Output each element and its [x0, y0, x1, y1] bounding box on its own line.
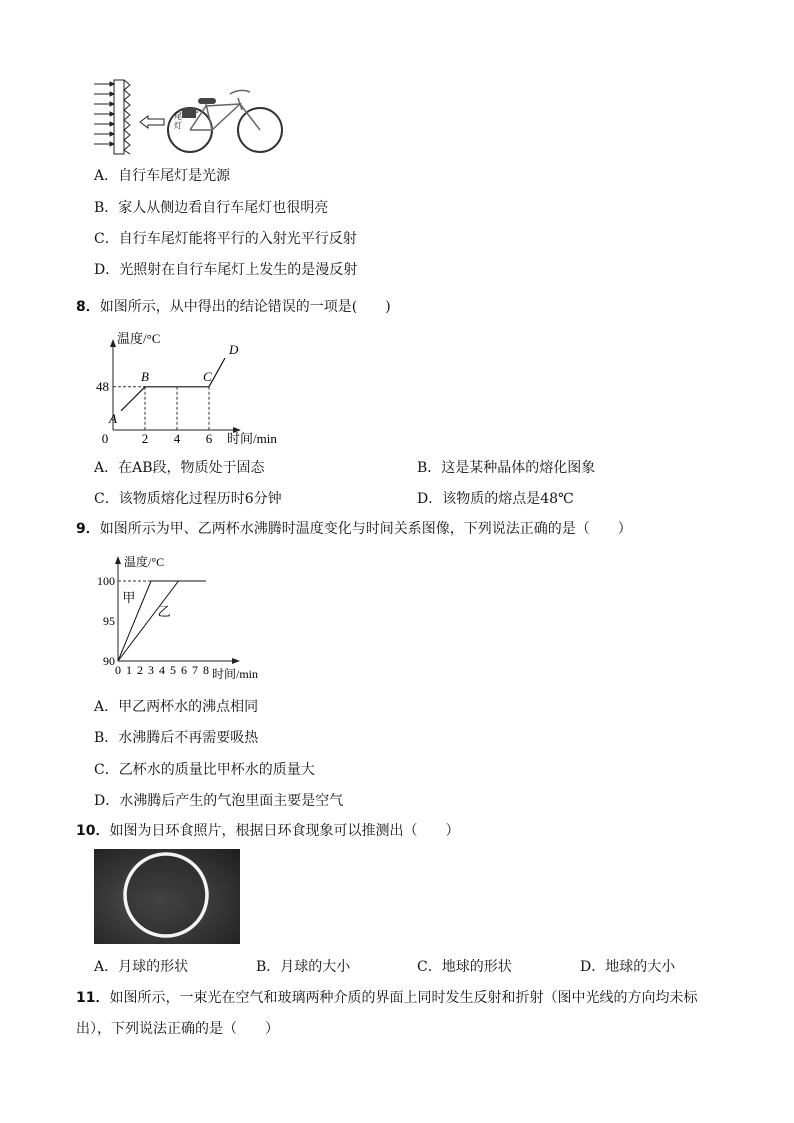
q7-option-a: A．自行车尾灯是光源: [94, 168, 231, 184]
series-name-乙: 乙: [157, 604, 171, 620]
series-name-甲: 甲: [122, 589, 136, 605]
y-tick-label-90: 90: [103, 654, 115, 668]
q8-question: [76, 296, 391, 316]
q9-chart: [94, 548, 274, 684]
q10-option-a: A．月球的形状: [94, 959, 189, 975]
y-axis-arrow: [115, 556, 121, 564]
q10-number: 10．: [76, 823, 110, 839]
x-tick-label-3: 3: [148, 663, 154, 677]
q9-option-d: D．水沸腾后产生的气泡里面主要是空气: [94, 793, 344, 809]
y-tick-label-48: 48: [96, 378, 109, 394]
y-axis-label: 温度/°C: [117, 331, 161, 346]
x-tick-label-6: 6: [181, 663, 187, 677]
x-tick-label-2: 2: [141, 431, 149, 446]
point-label-D: D: [229, 342, 239, 357]
q7-option-b: B．家人从侧边看自行车尾灯也很明亮: [94, 200, 329, 216]
y-axis-arrow: [110, 339, 116, 347]
q9-option-a: A．甲乙两杯水的沸点相同: [94, 699, 259, 715]
q8-stem: 如图所示，从中得出的结论错误的一项是( ): [99, 299, 391, 315]
x-tick-label-6: 6: [205, 431, 213, 446]
q9-number: 9．: [76, 521, 100, 537]
q8-number: 8．: [76, 299, 100, 315]
q9-option-c: C．乙杯水的质量比甲杯水的质量大: [94, 762, 315, 778]
q8-option-d: D．该物质的熔点是48℃: [417, 491, 574, 507]
point-label-A: A: [109, 410, 117, 426]
x-tick-label-0: 0: [115, 663, 121, 677]
x-tick-label-4: 4: [159, 663, 165, 677]
q8-option-a: A．在AB段，物质处于固态: [94, 460, 265, 476]
q7-option-d: D．光照射在自行车尾灯上发生的是漫反射: [94, 262, 358, 278]
y-axis-label: 温度/°C: [124, 555, 165, 569]
x-tick-label-0: 0: [101, 431, 109, 446]
q8-chart: [95, 325, 295, 450]
q9-option-b: B．水沸腾后不再需要吸热: [94, 730, 259, 746]
y-tick-label-95: 95: [103, 614, 115, 628]
q9-question: [76, 518, 632, 538]
tail-light-label: 尾灯: [174, 112, 182, 130]
x-tick-label-2: 2: [137, 663, 143, 677]
q11-number: 11．: [76, 990, 110, 1006]
x-axis-label: 时间/min: [227, 431, 277, 446]
x-tick-label-7: 7: [192, 663, 198, 677]
q10-stem: 如图为日环食照片，根据日环食现象可以推测出（ ）: [109, 823, 460, 839]
x-tick-label-8: 8: [203, 663, 209, 677]
q10-question: [76, 820, 459, 840]
q10-option-b: B．月球的大小: [256, 959, 351, 975]
y-tick-label-100: 100: [97, 574, 115, 588]
x-tick-label-5: 5: [170, 663, 176, 677]
q10-option-d: D．地球的大小: [580, 959, 676, 975]
q7-option-c: C．自行车尾灯能将平行的入射光平行反射: [94, 231, 357, 247]
q8-option-c: C．该物质熔化过程历时6分钟: [94, 491, 282, 507]
q9-stem: 如图所示为甲、乙两杯水沸腾时温度变化与时间关系图像，下列说法正确的是（ ）: [99, 521, 632, 537]
q11-stem-line1: 如图所示，一束光在空气和玻璃两种介质的界面上同时发生反射和折射（图中光线的方向均未标: [109, 990, 698, 1006]
q10-option-c: C．地球的形状: [417, 959, 512, 975]
point-label-C: C: [203, 368, 212, 384]
q11-stem-line2: 出），下列说法正确的是（ ）: [76, 1021, 279, 1037]
q11-question: [76, 987, 697, 1007]
x-axis-arrow: [232, 658, 240, 664]
eclipse-photo: [94, 849, 240, 944]
x-tick-label-1: 1: [126, 663, 132, 677]
x-tick-label-4: 4: [173, 431, 181, 446]
q7-figure: [90, 78, 290, 160]
point-label-B: B: [141, 368, 149, 384]
x-axis-label: 时间/min: [212, 667, 259, 681]
q8-option-b: B．这是某种晶体的熔化图象: [417, 460, 596, 476]
